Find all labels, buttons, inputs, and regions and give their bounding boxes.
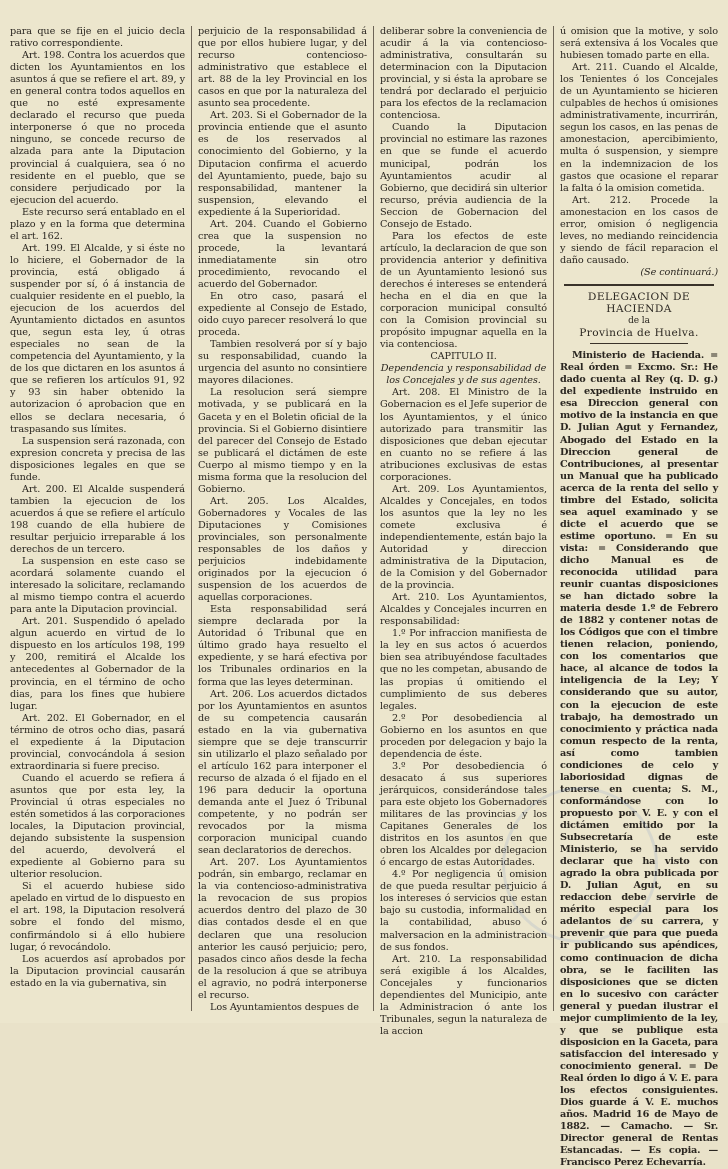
paragraph: Art. 200. El Alcalde suspenderá tambien la ejecucion de los acuerdos á que se refiere el artículo 198 cuando de ella hubiere de resultar perjuicio irreparable á los derechos de un tercero.: [10, 483, 185, 556]
royal-order-text: Ministerio de Hacienda. = Real órden = Excmo. Sr.: He dado cuenta al Rey (q. D. g.) del expediente instruido en esa Direccion general con motivo de la instancia en que D. Julian Agut y Fernandez, Abogado del Estado en la Direccion general de Contribuciones, al presentar un Manual que ha publicado acerca de la renta del sello y timbre del Estado, solicita sea aquel examinado y se dicte el acuerdo que se estime oportuno. = En su vista: = Considerando que dicho Manual es de reconocida utilidad para reunir cuantas disposiciones se han dictado sobre la materia desde 1.º de Febrero de 1882 y contener notas de los Códigos que con el timbre tienen relacion, poniendo, con los comentarios que hace, al alcance de todos la inteligencia de la Ley; Y considerando que su autor, con la ejecucion de este trabajo, ha demostrado un conocimiento y práctica nada comun respecto de la renta, así como tambien condiciones de celo y laboriosidad dignas de tenerse en cuenta; S. M., conformándose con lo propuesto por V. E. y con el dictámen emitido por la Subsecretaría de este Ministerio, se ha servido declarar que ha visto con agrado la obra publicada por D. Julian Agut, en su redaccion debe servirle de mérito especial para los adelantos de su carrera, y prevenir que para que pueda ir publicando sus apéndices, como continuacion de dicha obra, se le faciliten las disposiciones que se dicten en lo sucesivo con carácter general y puedan ilustrar el mejor cumplimiento de la ley, y que se publique esta disposicion en la Gaceta, para satisfaccion del interesado y conocimiento general. = De Real órden lo digo á V. E. para los efectos consiguientes. Dios guarde á V. E. muchos años. Madrid 16 de Mayo de 1882. — Camacho. — Sr. Director general de Rentas Estancadas. — Es copia. — Francisco Perez Echevarría.: [560, 350, 718, 1169]
paragraph: Los acuerdos así aprobados por la Diputacion provincial causarán estado en la via gubernativa, sin: [10, 953, 185, 989]
chapter-subtitle: Dependencia y responsabilidad de los Concejales y de sus agentes.: [380, 363, 547, 387]
paragraph: La resolucion será siempre motivada, y se publicará en la Gaceta y en el Boletin oficial de la provincia. Si el Gobierno disintiere del parecer del Consejo de Estado se publicará el dictámen de este Cuerpo al mismo tiempo y en la misma forma que la resolucion del Gobierno.: [198, 387, 367, 495]
paragraph: Si el acuerdo hubiese sido apelado en virtud de lo dispuesto en el art. 198, la Diputacion resolverá sobre el fondo del mismo, confirmándolo si á ello hubiere lugar, ó revocándolo.: [10, 881, 185, 953]
paragraph: Art. 198. Contra los acuerdos que dicten los Ayuntamientos en los asuntos á que se refiere el art. 89, y en general contra todos aquellos en que no esté expresamente declarado el recurso que pueda interponerse ó que no proceda ninguno, se concede recurso de alzada para ante la Diputacion provincial á cualquiera, sea ó no residente en el pueblo, que se considere perjudicado por la ejecucion del acuerdo.: [10, 50, 185, 206]
column-2: [191, 26, 373, 1011]
section-subheading: Provincia de Huelva.: [579, 327, 699, 340]
paragraph: Art. 209. Los Ayuntamientos, Alcaldes y Concejales, en todos los asuntos que la ley no les comete exclusiva é independientemente, están bajo la Autoridad y direccion administrativa de la Diputacion, de la Comision y del Gobernador de la provincia.: [380, 483, 547, 592]
column-1: [10, 26, 191, 1011]
paragraph: Art. 210. Los Ayuntamientos, Alcaldes y Concejales incurren en responsabilidad:: [380, 592, 547, 628]
paragraph: Este recurso será entablado en el plazo y en la forma que determina el art. 162.: [10, 206, 185, 242]
paragraph: Art. 203. Si el Gobernador de la provincia entiende que el asunto es de los reservados al conocimiento del Gobierno, y la Diputacion confirma el acuerdo del Ayuntamiento, puede, bajo su responsabilidad, mantener la suspension, elevando el expediente á la Superioridad.: [198, 110, 367, 218]
paragraph: En otro caso, pasará el expediente al Consejo de Estado, oido cuyo parecer resolverá lo que proceda.: [198, 291, 367, 339]
paragraph: Tambien resolverá por sí y bajo su responsabilidad, cuando la urgencia del asunto no consintiere mayores dilaciones.: [198, 339, 367, 387]
paragraph: Cuando la Diputacion provincial no estimare las razones en que se funde el acuerdo municipal, podrán los Ayuntamientos acudir al Gobierno, que decidirá sin ulterior recurso, prévia audiencia de la Seccion de Gobernacion del Consejo de Estado.: [380, 122, 548, 230]
paragraph: Art. 208. El Ministro de la Gobernacion es el Jefe superior de los Ayuntamientos, y el único autorizado para transmitir las disposiciones que deban ejecutar en cuanto no se refiere á las atribuciones exclusivas de estas corporaciones.: [380, 387, 547, 483]
paragraph: Art. 211. Cuando el Alcalde, los Tenientes ó los Concejales de un Ayuntamiento se hicieren culpables de hechos ú omisiones administrativamente, incurrirán, segun los casos, en las penas de amonestacion, apercibimiento, multa ó suspension, y siempre en la indemnizacion de los gastos que ocasione el reparar la falta ó la omision cometida.: [560, 62, 718, 194]
paragraph: La suspension será razonada, con expresion concreta y precisa de las disposiciones legales en que se funde.: [10, 435, 185, 483]
column-3: [373, 26, 553, 1037]
column-4: [553, 26, 718, 1169]
paragraph: ú omision que la motive, y solo será extensiva á los Vocales que hubiesen tomado parte en ella.: [560, 26, 718, 62]
paragraph: Para los efectos de este artículo, la declaracion de que son providencia anterior y definitiva de un Ayuntamiento lesionó sus derechos é intereses se entenderá hecha en el dia en que la corporacion municipal consultó con la Comision provincial su propósito impugnar aquella en la via contenciosa.: [380, 230, 547, 351]
section-heading: DELEGACION DE HACIENDA: [587, 290, 691, 316]
paragraph: 3.º Por desobediencia ó desacato á sus superiores jerárquicos, considerándose tales para este objeto los Gobernadores militares de las provincias y los Capitanes Generales de los distritos en los asuntos en que obren los Alcaldes por delegacion ó encargo de estas Autoridades.: [380, 760, 547, 869]
heading-divider: [590, 343, 688, 344]
paragraph: Art. 201. Suspendido ó apelado algun acuerdo en virtud de lo dispuesto en los artículos 198, 199 y 200, remitirá el Alcalde los antecedentes al Gobernador de la provincia, en el término de ocho dias, para los fines que hubiere lugar.: [10, 616, 185, 712]
paragraph: 4.º Por negligencia ú omision de que pueda resultar perjuicio á los intereses ó servicios que estan bajo su custodia, informalidad en la contabilidad, abuso ó malversacion en la administracion de sus fondos.: [380, 869, 547, 953]
continuation-note: (Se continuará.): [640, 266, 718, 278]
paragraph: Art. 205. Los Alcaldes, Gobernadores y Vocales de las Diputaciones y Comisiones provinciales, son personalmente responsables de los daños y perjuicios indebidamente originados por la ejecucion ó suspension de los acuerdos de aquellas corporaciones.: [198, 495, 367, 604]
paragraph: deliberar sobre la conveniencia de acudir á la via contencioso-administrativa, consultarán su determinacion con la Diputacion provincial, y si ésta la aprobare se tendrá por declarado el perjuicio para los efectos de la reclamacion contenciosa.: [380, 26, 547, 122]
paragraph: 1.º Por infraccion manifiesta de la ley en sus actos ó acuerdos bien sea atribuyéndose facultades que no les competan, abusando de las propias ú omitiendo el cumplimiento de sus deberes legales.: [380, 628, 547, 712]
columns: [10, 26, 718, 1169]
paragraph: Art. 207. Los Ayuntamientos podrán, sin embargo, reclamar en la via contencioso-administrativa la revocacion de sus propios acuerdos dentro del plazo de 30 dias contados desde el en que declaren que una resolucion anterior les causó perjuicio; pero, pasados cinco años desde la fecha de la resolucion á que se atribuya el agravio, no podrá interponerse el recurso.: [198, 857, 367, 1001]
chapter-title: CAPITULO II.: [430, 351, 497, 363]
paragraph: La suspension en este caso se acordará solamente cuando el interesado la solicitare, reclamando al mismo tiempo contra el acuerdo para ante la Diputacion provincial.: [10, 556, 185, 616]
paragraph: Art. 206. Los acuerdos dictados por los Ayuntamientos en asuntos de su competencia causarán estado en la via gubernativa siempre que se deje transcurrir sin utilizarlo el plazo señalado por el artículo 162 para interponer el recurso de alzada ó el fijado en el 196 para deducir la oportuna demanda ante el Juez ó Tribunal competente, y no podrán ser revocados por la misma corporacion municipal cuando sean declaratorios de derechos.: [198, 688, 367, 857]
paragraph: perjuicio de la responsabilidad á que por ellos hubiere lugar, y del recurso contencioso-administrativo que establece el art. 88 de la ley Provincial en los casos en que por la naturaleza del asunto sea procedente.: [198, 26, 367, 110]
paragraph: Art. 202. El Gobernador, en el término de otros ocho dias, pasará el expediente á la Diputacion provincial, convocándola á sesion extraordinaria si fuere preciso.: [10, 712, 185, 772]
paragraph: Los Ayuntamientos despues de: [210, 1001, 359, 1013]
paragraph: Art. 199. El Alcalde, y si éste no lo hiciere, el Gobernador de la provincia, está obligado á suspender por sí, ó á instancia de cualquier residente en el pueblo, la ejecucion de los acuerdos del Ayuntamiento dictados en asuntos que, segun esta ley, ú otras especiales no sean de la competencia del Ayuntamiento, y la de los que dictaren en los asuntos á que se refieren los artículos 91, 92 y 93 sin haber obtenido la autorizacion ó aprobacion que en ellos se declara necesaria, ó traspasando sus límites.: [10, 242, 185, 435]
paragraph: Art. 204. Cuando el Gobierno crea que la suspension no procede, la levantará inmediatamente sin otro procedimiento, revocando el acuerdo del Gobernador.: [198, 218, 367, 290]
paragraph: Art. 212. Procede la amonestacion en los casos de error, omision ó negligencia leves, no mediando reincidencia y siendo de fácil reparacion el daño causado.: [560, 194, 718, 266]
paragraph: para que se fije en el juicio decla rativo correspondiente.: [10, 26, 185, 50]
paragraph: Cuando el acuerdo se refiera á asuntos que por esta ley, la Provincial ú otras especiales no estén sometidos á las corporaciones locales, la Diputacion provincial, dejando subsistente la suspension del acuerdo, devolverá el expediente al Gobierno para su ulterior resolucion.: [10, 772, 185, 881]
paragraph: 2.º Por desobediencia al Gobierno en los asuntos en que proceden por delegacion y bajo la dependencia de éste.: [380, 712, 547, 760]
section-divider: [564, 284, 714, 286]
paragraph: Art. 210. La responsabilidad será exigible á los Alcaldes, Concejales y funcionarios dependientes del Municipio, ante la Administracion ó ante los Tribunales, segun la naturaleza de la accion: [380, 953, 547, 1037]
section-heading-connector: de la: [628, 316, 650, 327]
paragraph: Esta responsabilidad será siempre declarada por la Autoridad ó Tribunal que en último grado haya resuelto el expediente, y se hará efectiva por los Tribunales ordinarios en la forma que las leyes determinan.: [198, 604, 367, 688]
